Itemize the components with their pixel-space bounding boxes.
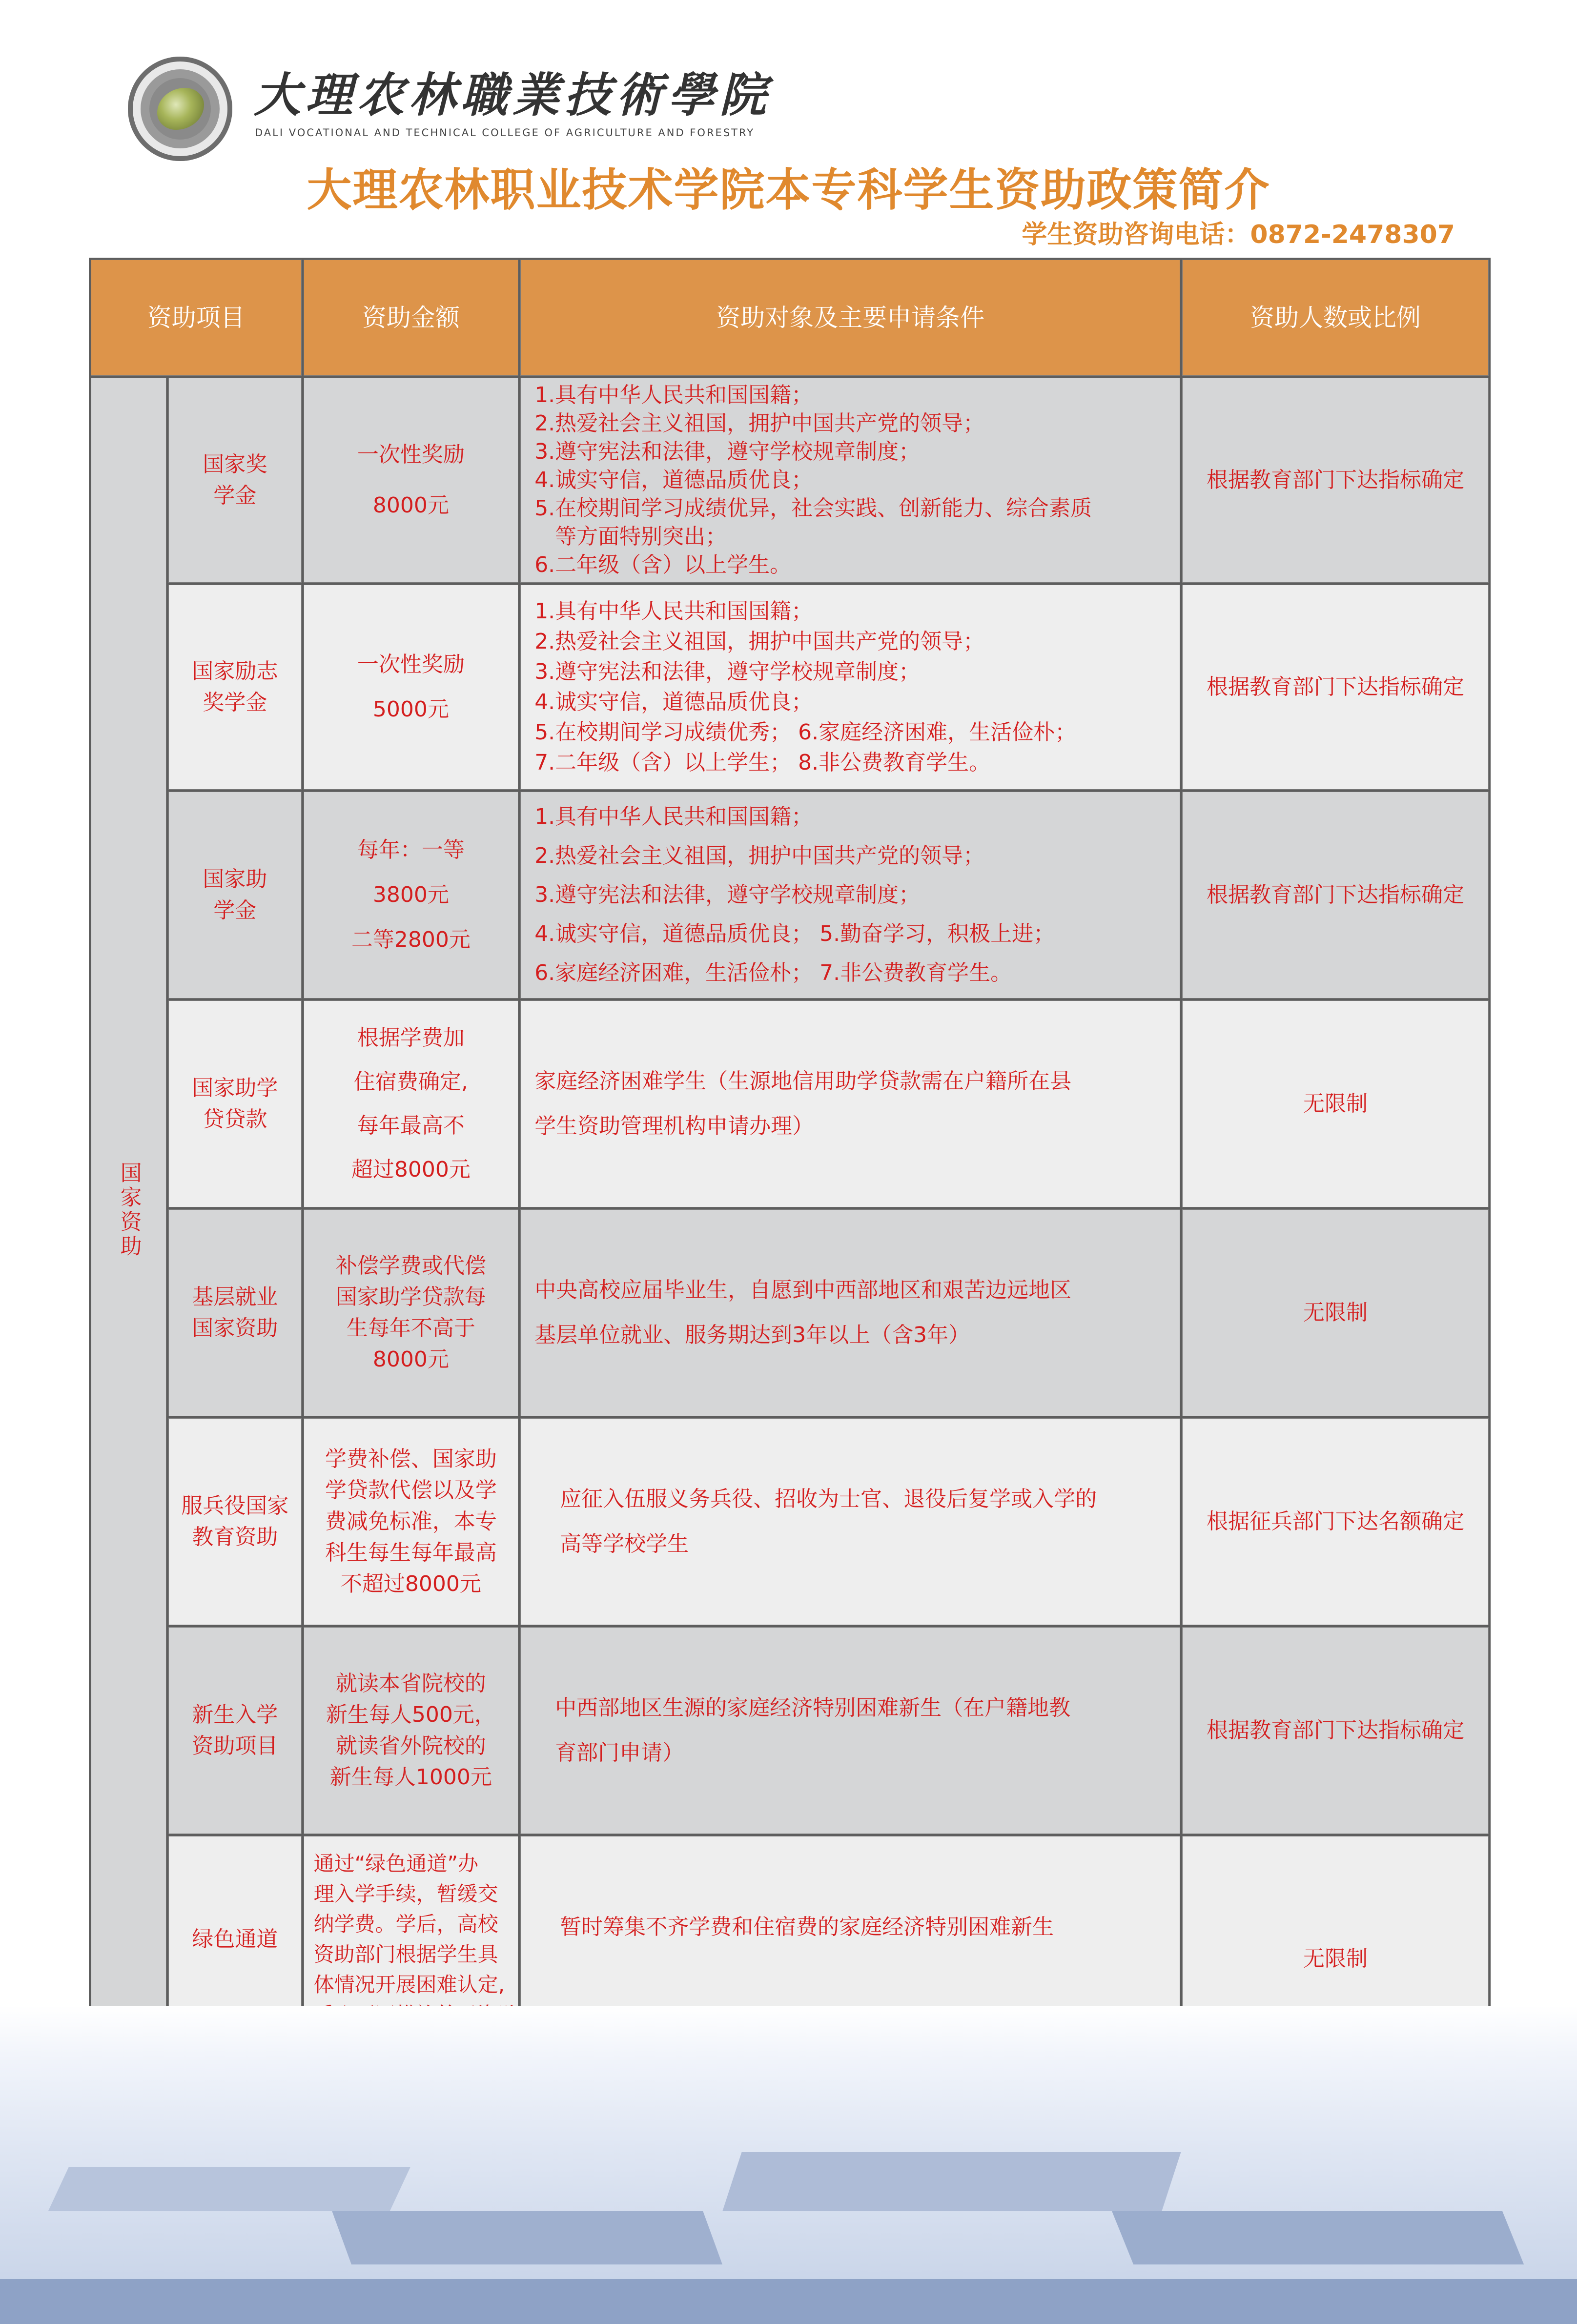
quota-cell: 无限制 [1182, 1209, 1489, 1416]
conditions-cell: 1.具有中华人民共和国国籍； 2.热爱社会主义祖国，拥护中国共产党的领导； 3.遵守宪法和法律，遵守学校规章制度； 4.诚实守信，道德品质优良； 5.在校期间学习成绩优秀； 6.家庭经济困难，生活俭朴； 7.二年级（含）以上学生； 8.非公费教育学生。 [520, 585, 1180, 790]
item-cell: 服兵役国家 教育资助 [168, 1418, 301, 1625]
quota-cell: 根据教育部门下达指标确定 [1182, 585, 1489, 790]
header-item: 资助项目 [91, 260, 302, 376]
college-name-en: DALI VOCATIONAL AND TECHNICAL COLLEGE OF AGRICULTURE AND FORESTRY [255, 127, 755, 139]
table-row [91, 1627, 1489, 1834]
amount-cell: 根据学费加 住宿费确定, 每年最高不 超过8000元 [304, 1000, 519, 1207]
hotline-text: 学生资助咨询电话：0872-2478307 [1022, 220, 1455, 249]
conditions-cell: 应征入伍服义务兵役、招收为士官、退役后复学或入学的 高等学校学生 [520, 1418, 1180, 1625]
quota-cell: 根据教育部门下达指标确定 [1182, 1627, 1489, 1834]
page-header [0, 0, 1577, 259]
amount-cell: 一次性奖励 8000元 [304, 378, 519, 583]
table-row [91, 792, 1489, 999]
item-cell: 新生入学 资助项目 [168, 1627, 301, 1834]
item-cell: 国家励志 奖学金 [168, 585, 301, 790]
item-cell: 基层就业 国家资助 [168, 1209, 301, 1416]
table-row [91, 585, 1489, 790]
college-name-cn: 大理农林職業技術學院 [254, 67, 771, 122]
amount-cell: 学费补偿、国家助 学贷款代偿以及学 费减免标准，本专 科生每生每年最高 不超过8000元 [304, 1418, 519, 1625]
amount-cell: 就读本省院校的 新生每人500元， 就读省外院校的 新生每人1000元 [304, 1627, 519, 1834]
amount-cell: 补偿学费或代偿 国家助学贷款每 生每年不高于 8000元 [304, 1209, 519, 1416]
quota-cell: 无限制 [1182, 1836, 1489, 2043]
header-amount: 资助金额 [304, 260, 519, 376]
header-quota: 资助人数或比例 [1182, 260, 1489, 376]
conditions-cell: 中央高校应届毕业生，自愿到中西部地区和艰苦边远地区 基层单位就业、服务期达到3年以上（含3年） [520, 1209, 1180, 1416]
category-cell: 国家资助 [91, 378, 166, 2043]
page-title: 大理农林职业技术学院本专科学生资助政策简介 [307, 164, 1270, 216]
college-seal-icon [128, 57, 232, 161]
amount-cell: 一次性奖励 5000元 [304, 585, 519, 790]
table-row [91, 1000, 1489, 1207]
campus-sketch-image [0, 2006, 1577, 2324]
item-cell: 国家助 学金 [168, 792, 301, 999]
item-cell: 国家助学 贷贷款 [168, 1000, 301, 1207]
conditions-cell: 家庭经济困难学生（生源地信用助学贷款需在户籍所在县 学生资助管理机构申请办理） [520, 1000, 1180, 1207]
quota-cell: 无限制 [1182, 1000, 1489, 1207]
amount-cell: 通过“绿色通道”办 理入学手续，暂缓交 纳学费。学后，高校 资助部门根据学生具 体情况开展困难认定, [304, 1836, 519, 2043]
header-conditions: 资助对象及主要申请条件 [520, 260, 1180, 376]
table-row [91, 378, 1489, 583]
quota-cell: 根据教育部门下达指标确定 [1182, 792, 1489, 999]
table-header-row [91, 260, 1489, 376]
quota-cell: 根据征兵部门下达名额确定 [1182, 1418, 1489, 1625]
table-row [91, 1209, 1489, 1416]
conditions-cell: 1.具有中华人民共和国国籍； 2.热爱社会主义祖国，拥护中国共产党的领导； 3.遵守宪法和法律，遵守学校规章制度； 4.诚实守信，道德品质优良； 5.勤奋学习，积极上进； 6.家庭经济困难，生活俭朴； 7.非公费教育学生。 [520, 792, 1180, 999]
item-cell: 国家奖 学金 [168, 378, 301, 583]
quota-cell: 根据教育部门下达指标确定 [1182, 378, 1489, 583]
table-row [91, 1418, 1489, 1625]
conditions-cell: 中西部地区生源的家庭经济特别困难新生（在户籍地教 育部门申请） [520, 1627, 1180, 1834]
amount-cell: 每年：一等 3800元 二等2800元 [304, 792, 519, 999]
aid-policy-table [89, 258, 1491, 2045]
conditions-cell: 暂时筹集不齐学费和住宿费的家庭经济特别困难新生 [520, 1836, 1180, 2043]
conditions-cell: 1.具有中华人民共和国国籍； 2.热爱社会主义祖国，拥护中国共产党的领导； 3.遵守宪法和法律，遵守学校规章制度； 4.诚实守信，道德品质优良； 5.在校期间学习成绩优异，社会实践、创新能力、综合素质 等方面特别突出； 6.二年级（含）以上学生。 [520, 378, 1180, 583]
item-cell: 绿色通道 [168, 1836, 301, 2043]
